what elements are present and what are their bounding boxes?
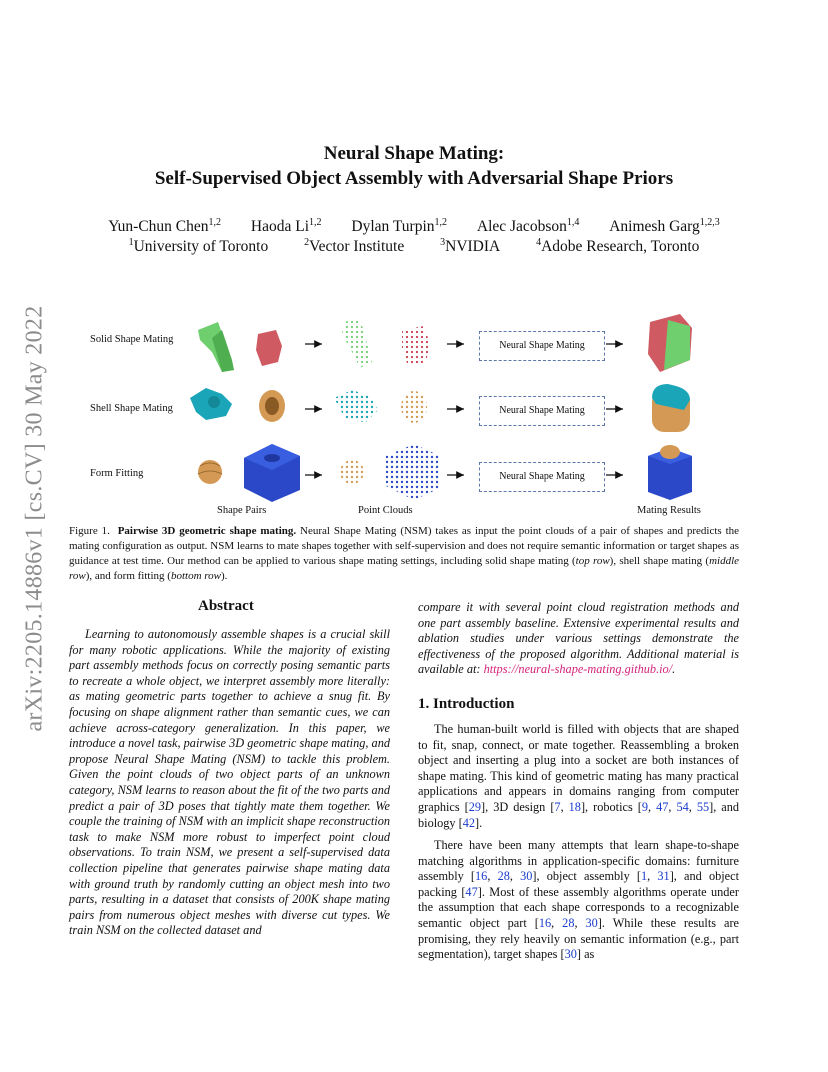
solid-shape-pair xyxy=(198,322,282,372)
row-label-form: Form Fitting xyxy=(90,468,144,479)
citation-link[interactable]: 30 xyxy=(585,915,598,930)
project-link[interactable]: https://neural-shape-mating.github.io/ xyxy=(483,662,673,677)
author: Alec Jacobson$^{1,4}$ xyxy=(476,216,580,235)
citation-link[interactable]: 31 xyxy=(657,869,670,884)
citation-link[interactable]: 16 xyxy=(538,915,552,930)
col-label-shape-pairs: Shape Pairs xyxy=(217,505,267,516)
author: Haoda Li$^{1,2}$ xyxy=(250,216,322,235)
citation-link[interactable]: 16 xyxy=(475,869,488,884)
affiliation: $^4$Adobe Research, Toronto xyxy=(536,236,700,255)
shell-mating-result xyxy=(652,384,690,432)
citation-link[interactable]: 9 xyxy=(641,799,648,814)
affiliation: $^1$University of Toronto xyxy=(128,236,269,255)
citation-link[interactable]: 30 xyxy=(520,869,533,884)
paper-title-line2: Self-Supervised Object Assembly with Adversarial Shape Priors xyxy=(154,168,674,189)
abstract-heading: Abstract xyxy=(198,598,254,614)
citation-link[interactable]: 47 xyxy=(465,884,478,899)
abstract-continuation: compare it with several point cloud registration methods and one part assembly baseline. Extensive experimental results and ablation studies under various settings demonstrate the effectiveness of the proposed algorithm. Additional material is available at: https://neural-shape-mating.github.io/. xyxy=(418,600,739,677)
shell-point-clouds xyxy=(334,390,427,423)
affiliation: $^2$Vector Institute xyxy=(304,236,405,255)
author: Dylan Turpin$^{1,2}$ xyxy=(351,216,448,235)
form-point-clouds xyxy=(340,444,440,500)
row-label-solid: Solid Shape Mating xyxy=(90,334,174,345)
citation-link[interactable]: 28 xyxy=(562,915,575,930)
col-label-mating-results: Mating Results xyxy=(637,505,701,516)
intro-paragraph-1: The human-built world is filled with objects that are shaped to fit, snap, connect, or mate together. Reassembling a broken object and inserting a plug into a socket are both instances of shape mating. This kind of geometric mating has many practical applications and appears in domains ranging from computer graphics [29], 3D design [7, 18], robotics [9, 47, 54, 55], and biology [42]. xyxy=(418,722,740,830)
citation-link[interactable]: 29 xyxy=(468,799,482,814)
form-mating-result xyxy=(648,445,692,500)
citation-link[interactable]: 28 xyxy=(497,869,510,884)
arxiv-stamp: arXiv:2205.14886v1 [cs.CV] 30 May 2022 xyxy=(21,305,48,732)
solid-point-clouds xyxy=(342,318,430,368)
citation-link[interactable]: 55 xyxy=(696,799,710,814)
col-label-point-clouds: Point Clouds xyxy=(358,505,413,516)
citation-link[interactable]: 47 xyxy=(656,799,669,814)
intro-heading: 1. Introduction xyxy=(418,696,515,712)
citation-link[interactable]: 42 xyxy=(462,815,476,830)
author: Animesh Garg$^{1,2,3}$ xyxy=(609,216,720,235)
figure-caption: Figure 1. Pairwise 3D geometric shape mating. Neural Shape Mating (NSM) takes as input the point clouds of a pair of shapes and predicts the mating configuration as output. NSM learns to mate shapes together with self-supervision and does not require semantic information or target shapes as guidance at test time. Our method can be applied to various shape mating settings, including solid shape mating (top row), shell shape mating (middle row), and form fitting (bottom row). xyxy=(69,525,740,582)
row-label-shell: Shell Shape Mating xyxy=(90,403,173,414)
figure-1 xyxy=(0,0,828,520)
paper-title-line1: Neural Shape Mating: xyxy=(323,143,505,164)
intro-paragraph-2: There have been many attempts that learn shape-to-shape matching algorithms in application-specific domains: furniture assembly [16, 28, 30], object assembly [1, 31], and object packing [47]. Most of these assembly algorithms operate under the assumption that each shape corresponds to a recognizable semantic object part [16, 28, 30]. While these results are promising, they rely heavily on semantic information (e.g., part segmentation), target shapes [30] as xyxy=(418,838,740,962)
solid-mating-result xyxy=(648,314,692,372)
citation-link[interactable]: 7 xyxy=(554,799,561,814)
form-shape-pair xyxy=(198,444,300,502)
citation-link[interactable]: 1 xyxy=(641,869,648,884)
affiliation: $^3$NVIDIA xyxy=(440,236,501,255)
author: Yun-Chun Chen$^{1,2}$ xyxy=(108,216,222,235)
citation-link[interactable]: 30 xyxy=(564,947,577,962)
figure-graphics xyxy=(0,0,828,520)
nsm-box: Neural Shape Mating xyxy=(479,396,605,426)
citation-link[interactable]: 54 xyxy=(676,799,689,814)
citation-link[interactable]: 18 xyxy=(568,799,581,814)
nsm-box: Neural Shape Mating xyxy=(479,331,605,361)
shell-shape-pair xyxy=(190,388,285,422)
abstract-text: Learning to autonomously assemble shapes is a crucial skill for many robotic applications. While the majority of existing part assembly methods focus on correctly posing semantic parts to recreate a whole object, we interpret assembly more literally: as mating geometric parts together to achieve a snug fit. By focusing on shape alignment rather than semantic cues, we can achieve across-category generalization. In this paper, we introduce a novel task, pairwise 3D geometric shape mating, and propose Neural Shape Mating (NSM) to tackle this problem. Given the point clouds of two object parts of an unknown category, NSM learns to reason about the fit of the two parts and predict a pair of 3D poses that tightly mate them together. We couple the training of NSM with an implicit shape reconstruction task to make NSM more robust to imperfect point cloud observations. To train NSM, we present a self-supervised data collection pipeline that generates pairwise shape mating data with ground truth by randomly cutting an object mesh into two parts, resulting in a dataset that consists of 200K shape mating pairs from numerous object meshes with diverse cut types. We train NSM on the collected dataset and xyxy=(69,627,390,938)
nsm-box: Neural Shape Mating xyxy=(479,462,605,492)
